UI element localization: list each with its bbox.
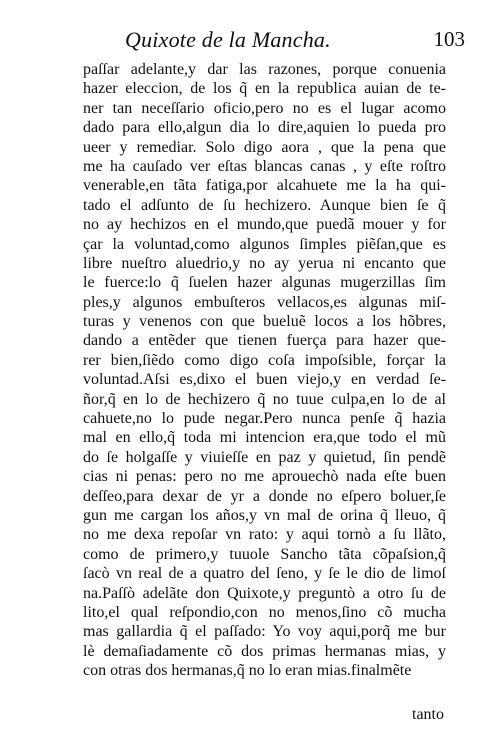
running-title: Quixote de la Mancha. bbox=[125, 27, 331, 52]
text-line: ueer y remediar. Solo digo aora , que la pena que bbox=[83, 138, 446, 156]
text-line: dado para ello,algun dia lo dire,aquien lo pueda pro bbox=[83, 119, 446, 137]
text-line: no me dexa repoſar vn rato: y aqui tornò a ſu llãto, bbox=[83, 526, 446, 544]
text-line: tado el adſunto de ſu hechizero. Aunque bien ſe q̃ bbox=[83, 196, 446, 214]
text-line: no ay hechizos en el mundo,que puedã mouer y for bbox=[83, 216, 446, 234]
text-line: lè demaſiadamente cõ dos primas hermanas mias, y bbox=[83, 642, 446, 660]
text-line: na.Paſſò adelãte don Quixote,y preguntò a otro ſu de bbox=[83, 584, 446, 602]
text-line: ples,y algunos embuſteros vellacos,es algunas miſ- bbox=[83, 293, 446, 311]
text-line: cahuete,no lo pude negar.Pero nunca penſe q̃ hazia bbox=[83, 410, 446, 428]
text-line: libre nueſtro aluedrio,y no ay yerua ni encanto que bbox=[83, 254, 446, 272]
text-line: hazer eleccion, de los q̃ en la republica auian de te- bbox=[83, 80, 446, 98]
text-line: con otras dos hermanas,q̃ no lo eran mias.finalmẽte bbox=[83, 662, 412, 680]
text-line: çar la voluntad,como algunos ſimples piẽſan,que es bbox=[83, 235, 446, 253]
text-line: mas gallardia q̃ el paſſado: Yo voy aqui,porq̃ me bur bbox=[83, 623, 446, 641]
text-line: como de primero,y tuuole Sancho tãta cõpaſsion,q̃ bbox=[83, 545, 446, 563]
text-line: mal en ello,q̃ toda mi intencion era,que todo el mũ bbox=[83, 429, 446, 447]
text-line: dando a entẽder que tienen fuerça para hazer que- bbox=[83, 332, 446, 350]
page-number: 103 bbox=[433, 27, 465, 51]
text-line: ñor,q̃ en lo de hechizero q̃ no tuue culpa,en lo de al bbox=[83, 390, 446, 408]
text-line: turas y venenos con que bueluẽ locos a los hõbres, bbox=[83, 313, 446, 331]
text-line: do ſe holgaſſe y viuieſſe en paz y quietud, ſin pendẽ bbox=[83, 448, 446, 466]
text-block bbox=[83, 60, 446, 681]
text-line: venerable,en tãta fatiga,por alcahuete me la ha qui- bbox=[83, 177, 446, 195]
text-line: deſſeo,para dexar de yr a donde no eſpero boluer,ſe bbox=[83, 487, 446, 505]
text-line: rer bien,ſiẽdo como digo coſa impoſsible, forçar la bbox=[83, 351, 446, 369]
text-line: gun me cargan los años,y vn mal de orina q̃ lleuo, q̃ bbox=[83, 506, 446, 524]
text-line: cias ni penas: pero no me aprouechò nada eſte buen bbox=[83, 468, 446, 486]
text-line: voluntad.Aſsi es,dixo el buen viejo,y en verdad ſe- bbox=[83, 371, 446, 389]
text-line: paſſar adelante,y dar las razones, porque conuenia bbox=[83, 61, 446, 78]
text-line: lito,el qual reſpondio,con no menos,ſino cõ mucha bbox=[83, 603, 446, 621]
text-line: ſacò vn real de a quatro del ſeno, y ſe le dio de limoſ bbox=[83, 565, 446, 583]
catchword: tanto bbox=[412, 706, 444, 723]
text-line: me ha cauſado ver eſtas blancas canas , y eſte roſtro bbox=[83, 157, 446, 175]
running-head bbox=[95, 27, 465, 57]
text-line: le fuerce:lo q̃ ſuelen hazer algunas mugerzillas ſim bbox=[83, 274, 446, 292]
text-line: ner tan neceſſario oficio,pero no es el lugar acomo bbox=[83, 99, 446, 117]
